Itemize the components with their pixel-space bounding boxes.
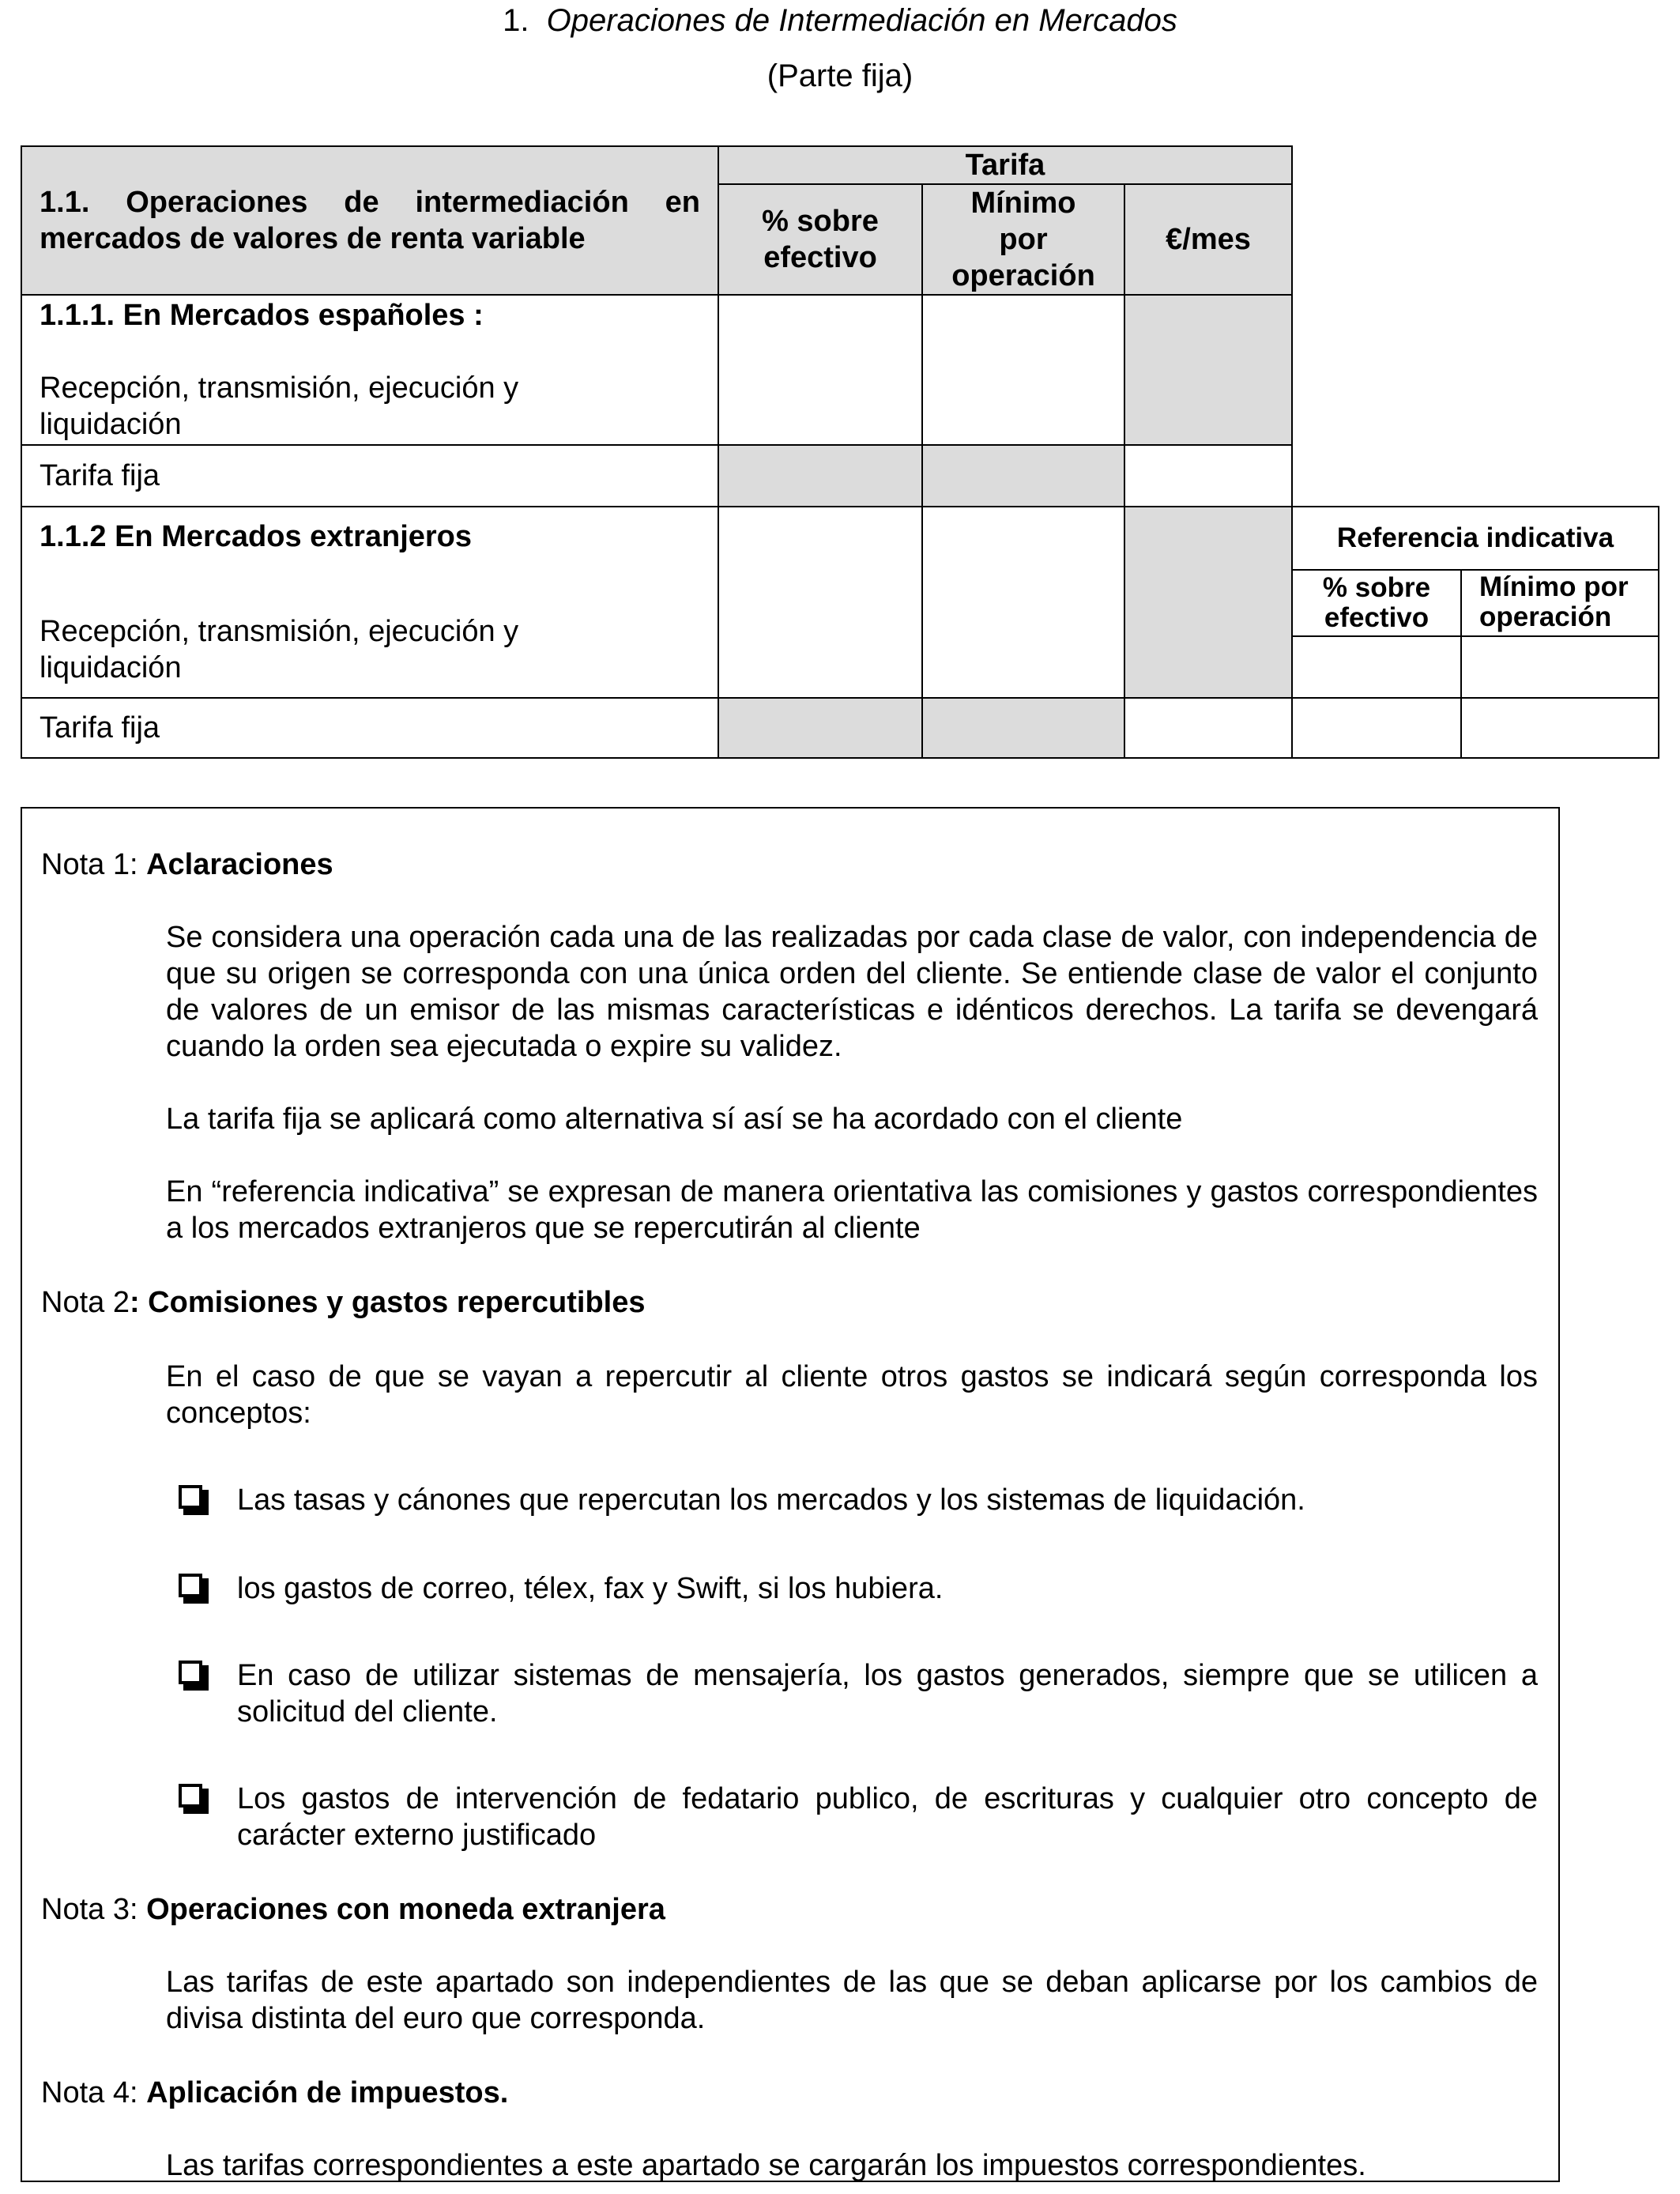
spanish-markets-cell — [21, 294, 719, 446]
note-2-title: : Comisiones y gastos repercutibles — [129, 1286, 646, 1319]
spanish-markets-label: Recepción, transmisión, ejecución y liquidación — [40, 371, 519, 441]
table-section-title — [21, 145, 719, 296]
tarifa-header: Tarifa — [718, 145, 1293, 185]
col-header-min — [921, 183, 1125, 296]
note-4-prefix: Nota 4: — [41, 2076, 147, 2109]
section-title-text: 1.1. Operaciones de intermediación en mercados de valores de renta variable — [40, 186, 700, 255]
spanish-mes-disabled — [1124, 294, 1293, 446]
checkbox-icon[interactable] — [175, 1656, 212, 1692]
foreign-markets-cell — [21, 506, 719, 699]
col-header-mes: €/mes — [1124, 183, 1293, 296]
foreign-mes-disabled — [1124, 506, 1293, 699]
note-2-paragraph-1: En el caso de que se vayan a repercutir al cliente otros gastos se indicará según corresponda los conceptos: — [166, 1360, 1538, 1430]
foreign-fixed-label: Tarifa fija — [21, 697, 719, 759]
note-1-title: Aclaraciones — [146, 848, 333, 881]
page-subtitle: (Parte fija) — [767, 58, 913, 93]
note-1-prefix: Nota 1: — [41, 848, 147, 881]
spanish-fixed-label: Tarifa fija — [21, 444, 719, 507]
foreign-pct-input[interactable] — [718, 506, 923, 699]
note-2-heading — [41, 1284, 646, 1321]
foreign-fixed-mes-input[interactable] — [1124, 697, 1293, 759]
foreign-fixed-pct-disabled — [718, 697, 923, 759]
reference-col-min: Mínimo por operación — [1460, 569, 1659, 637]
reference-col-pct — [1291, 569, 1462, 637]
note-2-bullet-1: Las tasas y cánones que repercutan los mercados y los sistemas de liquidación. — [237, 1483, 1305, 1517]
checkbox-icon[interactable] — [175, 1480, 212, 1517]
note-1-paragraph-2: La tarifa fija se aplicará como alternativa sí así se ha acordado con el cliente — [166, 1103, 1183, 1136]
checkbox-icon[interactable] — [175, 1779, 212, 1815]
col-min-text: Mínimo por operación — [951, 187, 1095, 292]
note-3-prefix: Nota 3: — [41, 1893, 147, 1926]
reference-pct-input[interactable] — [1291, 635, 1462, 699]
note-1-paragraph-1: Se considera una operación cada una de las realizadas por cada clase de valor, con independencia de que su origen se corresponda con una única orden del cliente. Se entiende clase de valor el conjunto de valores de un emisor de las mismas características e idénticos derechos. La tarifa se devengará cuando la orden sea ejecutada o expire su validez. — [166, 921, 1538, 1063]
spanish-fixed-pct-disabled — [718, 444, 923, 507]
foreign-min-input[interactable] — [921, 506, 1125, 699]
note-2-bullet-2: los gastos de correo, télex, fax y Swift, si los hubiera. — [237, 1572, 944, 1605]
reference-header: Referencia indicativa — [1291, 506, 1659, 571]
note-3-heading — [41, 1891, 665, 1928]
foreign-fixed-min-disabled — [921, 697, 1125, 759]
spanish-markets-heading: 1.1.1. En Mercados españoles : — [40, 299, 484, 332]
spanish-min-input[interactable] — [921, 294, 1125, 446]
title-number: 1. — [503, 3, 529, 38]
note-2-bullet-4: Los gastos de intervención de fedatario publico, de escrituras y cualquier otro concepto de carácter externo justificado — [237, 1782, 1538, 1852]
foreign-markets-label: Recepción, transmisión, ejecución y liquidación — [40, 615, 519, 684]
spanish-fixed-mes-input[interactable] — [1124, 444, 1293, 507]
note-3-title: Operaciones con moneda extranjera — [146, 1893, 665, 1926]
reference-min-input[interactable] — [1460, 635, 1659, 699]
spanish-pct-input[interactable] — [718, 294, 923, 446]
reference-pct-text: % sobre efectivo — [1322, 572, 1431, 633]
col-pct-text: % sobre efectivo — [762, 205, 879, 274]
note-3-paragraph-1: Las tarifas de este apartado son independientes de las que se deban aplicarse por los cambios de divisa distinta del euro que corresponda. — [166, 1966, 1538, 2035]
checkbox-icon[interactable] — [175, 1569, 212, 1605]
page-title — [0, 3, 1680, 39]
notes-box — [21, 807, 1560, 2182]
note-1-heading — [41, 846, 333, 883]
col-header-pct — [718, 183, 923, 296]
note-2-prefix: Nota 2 — [41, 1286, 130, 1319]
note-4-title: Aplicación de impuestos. — [146, 2076, 509, 2109]
note-1-paragraph-3: En “referencia indicativa” se expresan de manera orientativa las comisiones y gastos correspondientes a los mercados extranjeros que se repercutirán al cliente — [166, 1175, 1538, 1245]
note-4-paragraph-1: Las tarifas correspondientes a este apartado se cargarán los impuestos correspondientes. — [166, 2149, 1366, 2182]
foreign-markets-heading: 1.1.2 En Mercados extranjeros — [40, 520, 473, 553]
title-text: Operaciones de Intermediación en Mercados — [546, 3, 1177, 38]
reference-fixed-pct-input[interactable] — [1291, 697, 1462, 759]
spanish-fixed-min-disabled — [921, 444, 1125, 507]
note-4-heading — [41, 2075, 508, 2111]
note-2-bullet-3: En caso de utilizar sistemas de mensajería, los gastos generados, siempre que se utilicen a solicitud del cliente. — [237, 1659, 1538, 1728]
reference-fixed-min-input[interactable] — [1460, 697, 1659, 759]
